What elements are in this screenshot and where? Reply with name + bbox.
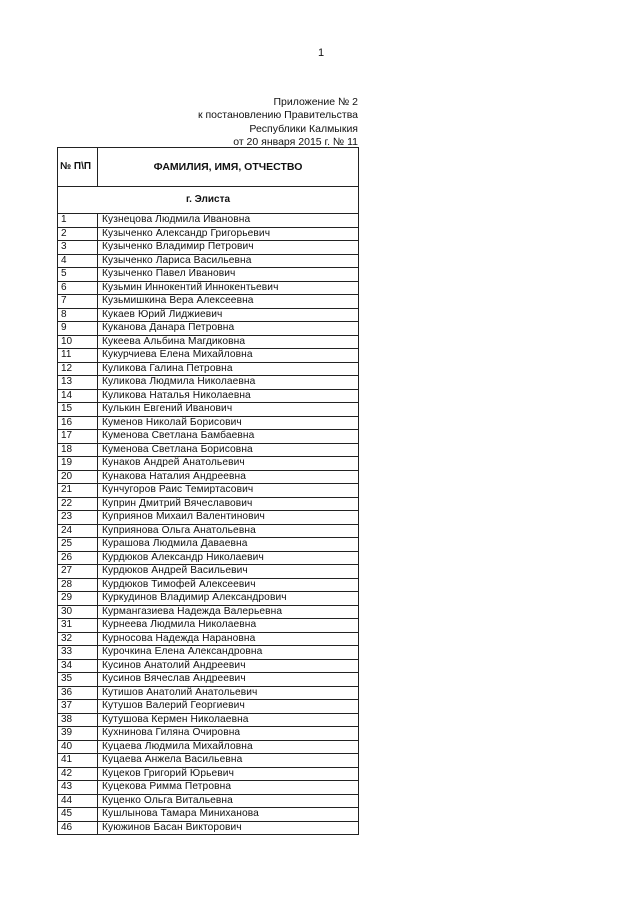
row-full-name: Кусинов Вячеслав Андреевич <box>98 673 359 687</box>
row-number: 44 <box>58 794 98 808</box>
row-number: 38 <box>58 713 98 727</box>
row-number: 10 <box>58 335 98 349</box>
row-full-name: Куцаева Людмила Михайловна <box>98 740 359 754</box>
row-full-name: Курнеева Людмила Николаевна <box>98 619 359 633</box>
row-full-name: Куприн Дмитрий Вячеславович <box>98 497 359 511</box>
row-full-name: Кузыченко Александр Григорьевич <box>98 227 359 241</box>
row-number: 41 <box>58 754 98 768</box>
table-row <box>58 268 359 282</box>
row-number: 20 <box>58 470 98 484</box>
row-full-name: Кузыченко Павел Иванович <box>98 268 359 282</box>
row-full-name: Кухнинова Гиляна Очировна <box>98 727 359 741</box>
row-full-name: Куюжинов Басан Викторович <box>98 821 359 835</box>
row-full-name: Куцеков Григорий Юрьевич <box>98 767 359 781</box>
table-row <box>58 754 359 768</box>
table-row <box>58 578 359 592</box>
row-full-name: Кутушова Кермен Николаевна <box>98 713 359 727</box>
table-row <box>58 592 359 606</box>
row-number: 22 <box>58 497 98 511</box>
table-row <box>58 524 359 538</box>
row-number: 31 <box>58 619 98 633</box>
row-number: 11 <box>58 349 98 363</box>
row-full-name: Кутушов Валерий Георгиевич <box>98 700 359 714</box>
row-number: 42 <box>58 767 98 781</box>
table-row <box>58 700 359 714</box>
row-full-name: Куменова Светлана Борисовна <box>98 443 359 457</box>
row-number: 27 <box>58 565 98 579</box>
row-number: 39 <box>58 727 98 741</box>
row-full-name: Кунаков Андрей Анатольевич <box>98 457 359 471</box>
appendix-republic: Республики Калмыкия <box>249 122 358 135</box>
row-full-name: Куцекова Римма Петровна <box>98 781 359 795</box>
row-full-name: Кунакова Наталия Андреевна <box>98 470 359 484</box>
row-full-name: Кузыченко Лариса Васильевна <box>98 254 359 268</box>
table-row <box>58 308 359 322</box>
row-number: 1 <box>58 214 98 228</box>
row-full-name: Куценко Ольга Витальевна <box>98 794 359 808</box>
table-row <box>58 416 359 430</box>
row-full-name: Куликова Галина Петровна <box>98 362 359 376</box>
table-row <box>58 349 359 363</box>
table-row <box>58 686 359 700</box>
row-number: 37 <box>58 700 98 714</box>
table-row <box>58 605 359 619</box>
table-row <box>58 740 359 754</box>
table-row <box>58 389 359 403</box>
table-row <box>58 335 359 349</box>
row-number: 32 <box>58 632 98 646</box>
table-row <box>58 565 359 579</box>
row-full-name: Куприянова Ольга Анатольевна <box>98 524 359 538</box>
column-header-number: № П\П <box>58 148 98 187</box>
row-number: 23 <box>58 511 98 525</box>
roster-body <box>58 187 359 835</box>
page-number: 1 <box>318 47 325 59</box>
table-row <box>58 484 359 498</box>
table-row <box>58 430 359 444</box>
row-full-name: Курдюков Александр Николаевич <box>98 551 359 565</box>
row-full-name: Кукеева Альбина Магдиковна <box>98 335 359 349</box>
table-row <box>58 362 359 376</box>
row-number: 40 <box>58 740 98 754</box>
city-name: г. Элиста <box>58 187 359 214</box>
row-number: 21 <box>58 484 98 498</box>
row-number: 45 <box>58 808 98 822</box>
city-row <box>58 187 359 214</box>
row-full-name: Кутишов Анатолий Анатольевич <box>98 686 359 700</box>
table-row <box>58 538 359 552</box>
appendix-decree: к постановлению Правительства <box>197 109 358 122</box>
row-number: 16 <box>58 416 98 430</box>
appendix-date: от 20 января 2015 г. № 11 <box>233 135 358 148</box>
row-number: 12 <box>58 362 98 376</box>
row-number: 43 <box>58 781 98 795</box>
row-full-name: Куцаева Анжела Васильевна <box>98 754 359 768</box>
row-number: 8 <box>58 308 98 322</box>
row-number: 30 <box>58 605 98 619</box>
row-number: 2 <box>58 227 98 241</box>
table-row <box>58 457 359 471</box>
table-row <box>58 632 359 646</box>
row-number: 25 <box>58 538 98 552</box>
row-full-name: Кузьмин Иннокентий Иннокентьевич <box>98 281 359 295</box>
row-number: 19 <box>58 457 98 471</box>
row-full-name: Куканова Данара Петровна <box>98 322 359 336</box>
row-number: 24 <box>58 524 98 538</box>
row-full-name: Курашова Людмила Даваевна <box>98 538 359 552</box>
row-number: 29 <box>58 592 98 606</box>
row-number: 35 <box>58 673 98 687</box>
row-full-name: Куркудинов Владимир Александрович <box>98 592 359 606</box>
row-number: 28 <box>58 578 98 592</box>
row-full-name: Курдюков Андрей Васильевич <box>98 565 359 579</box>
table-row <box>58 767 359 781</box>
table-row <box>58 214 359 228</box>
table-header-row <box>58 148 359 187</box>
table-row <box>58 511 359 525</box>
row-full-name: Курочкина Елена Александровна <box>98 646 359 660</box>
table-row <box>58 295 359 309</box>
table-row <box>58 808 359 822</box>
table-row <box>58 443 359 457</box>
appendix-title: Приложение № 2 <box>273 96 358 108</box>
table-row <box>58 781 359 795</box>
row-number: 7 <box>58 295 98 309</box>
table-row <box>58 673 359 687</box>
row-number: 34 <box>58 659 98 673</box>
table-row <box>58 470 359 484</box>
row-number: 5 <box>58 268 98 282</box>
table-row <box>58 322 359 336</box>
table-row <box>58 376 359 390</box>
table-row <box>58 821 359 835</box>
row-full-name: Куприянов Михаил Валентинович <box>98 511 359 525</box>
table-row <box>58 713 359 727</box>
roster-table <box>57 147 359 835</box>
row-full-name: Куменова Светлана Бамбаевна <box>98 430 359 444</box>
row-number: 15 <box>58 403 98 417</box>
row-full-name: Кузнецова Людмила Ивановна <box>98 214 359 228</box>
row-full-name: Курмангазиева Надежда Валерьевна <box>98 605 359 619</box>
row-full-name: Кушлынова Тамара Миниханова <box>98 808 359 822</box>
row-number: 4 <box>58 254 98 268</box>
row-full-name: Кунчугоров Раис Темиртасович <box>98 484 359 498</box>
row-number: 26 <box>58 551 98 565</box>
row-full-name: Куликова Наталья Николаевна <box>98 389 359 403</box>
column-header-fio: ФАМИЛИЯ, ИМЯ, ОТЧЕСТВО <box>98 148 359 187</box>
appendix-header <box>98 96 358 149</box>
row-number: 17 <box>58 430 98 444</box>
row-full-name: Куменов Николай Борисович <box>98 416 359 430</box>
table-row <box>58 227 359 241</box>
row-full-name: Кукаев Юрий Лиджиевич <box>98 308 359 322</box>
table-row <box>58 241 359 255</box>
table-row <box>58 646 359 660</box>
row-full-name: Куликова Людмила Николаевна <box>98 376 359 390</box>
table-row <box>58 254 359 268</box>
row-full-name: Курдюков Тимофей Алексеевич <box>98 578 359 592</box>
row-number: 14 <box>58 389 98 403</box>
row-number: 13 <box>58 376 98 390</box>
table-row <box>58 403 359 417</box>
row-full-name: Кулькин Евгений Иванович <box>98 403 359 417</box>
table-row <box>58 551 359 565</box>
row-full-name: Кукурчиева Елена Михайловна <box>98 349 359 363</box>
row-number: 36 <box>58 686 98 700</box>
table-row <box>58 497 359 511</box>
row-number: 9 <box>58 322 98 336</box>
row-full-name: Кусинов Анатолий Андреевич <box>98 659 359 673</box>
row-number: 6 <box>58 281 98 295</box>
row-full-name: Курносова Надежда Нарановна <box>98 632 359 646</box>
row-full-name: Кузьмишкина Вера Алексеевна <box>98 295 359 309</box>
row-number: 3 <box>58 241 98 255</box>
row-number: 33 <box>58 646 98 660</box>
table-row <box>58 281 359 295</box>
row-full-name: Кузыченко Владимир Петрович <box>98 241 359 255</box>
row-number: 18 <box>58 443 98 457</box>
table-row <box>58 794 359 808</box>
table-row <box>58 659 359 673</box>
table-row <box>58 727 359 741</box>
table-row <box>58 619 359 633</box>
row-number: 46 <box>58 821 98 835</box>
